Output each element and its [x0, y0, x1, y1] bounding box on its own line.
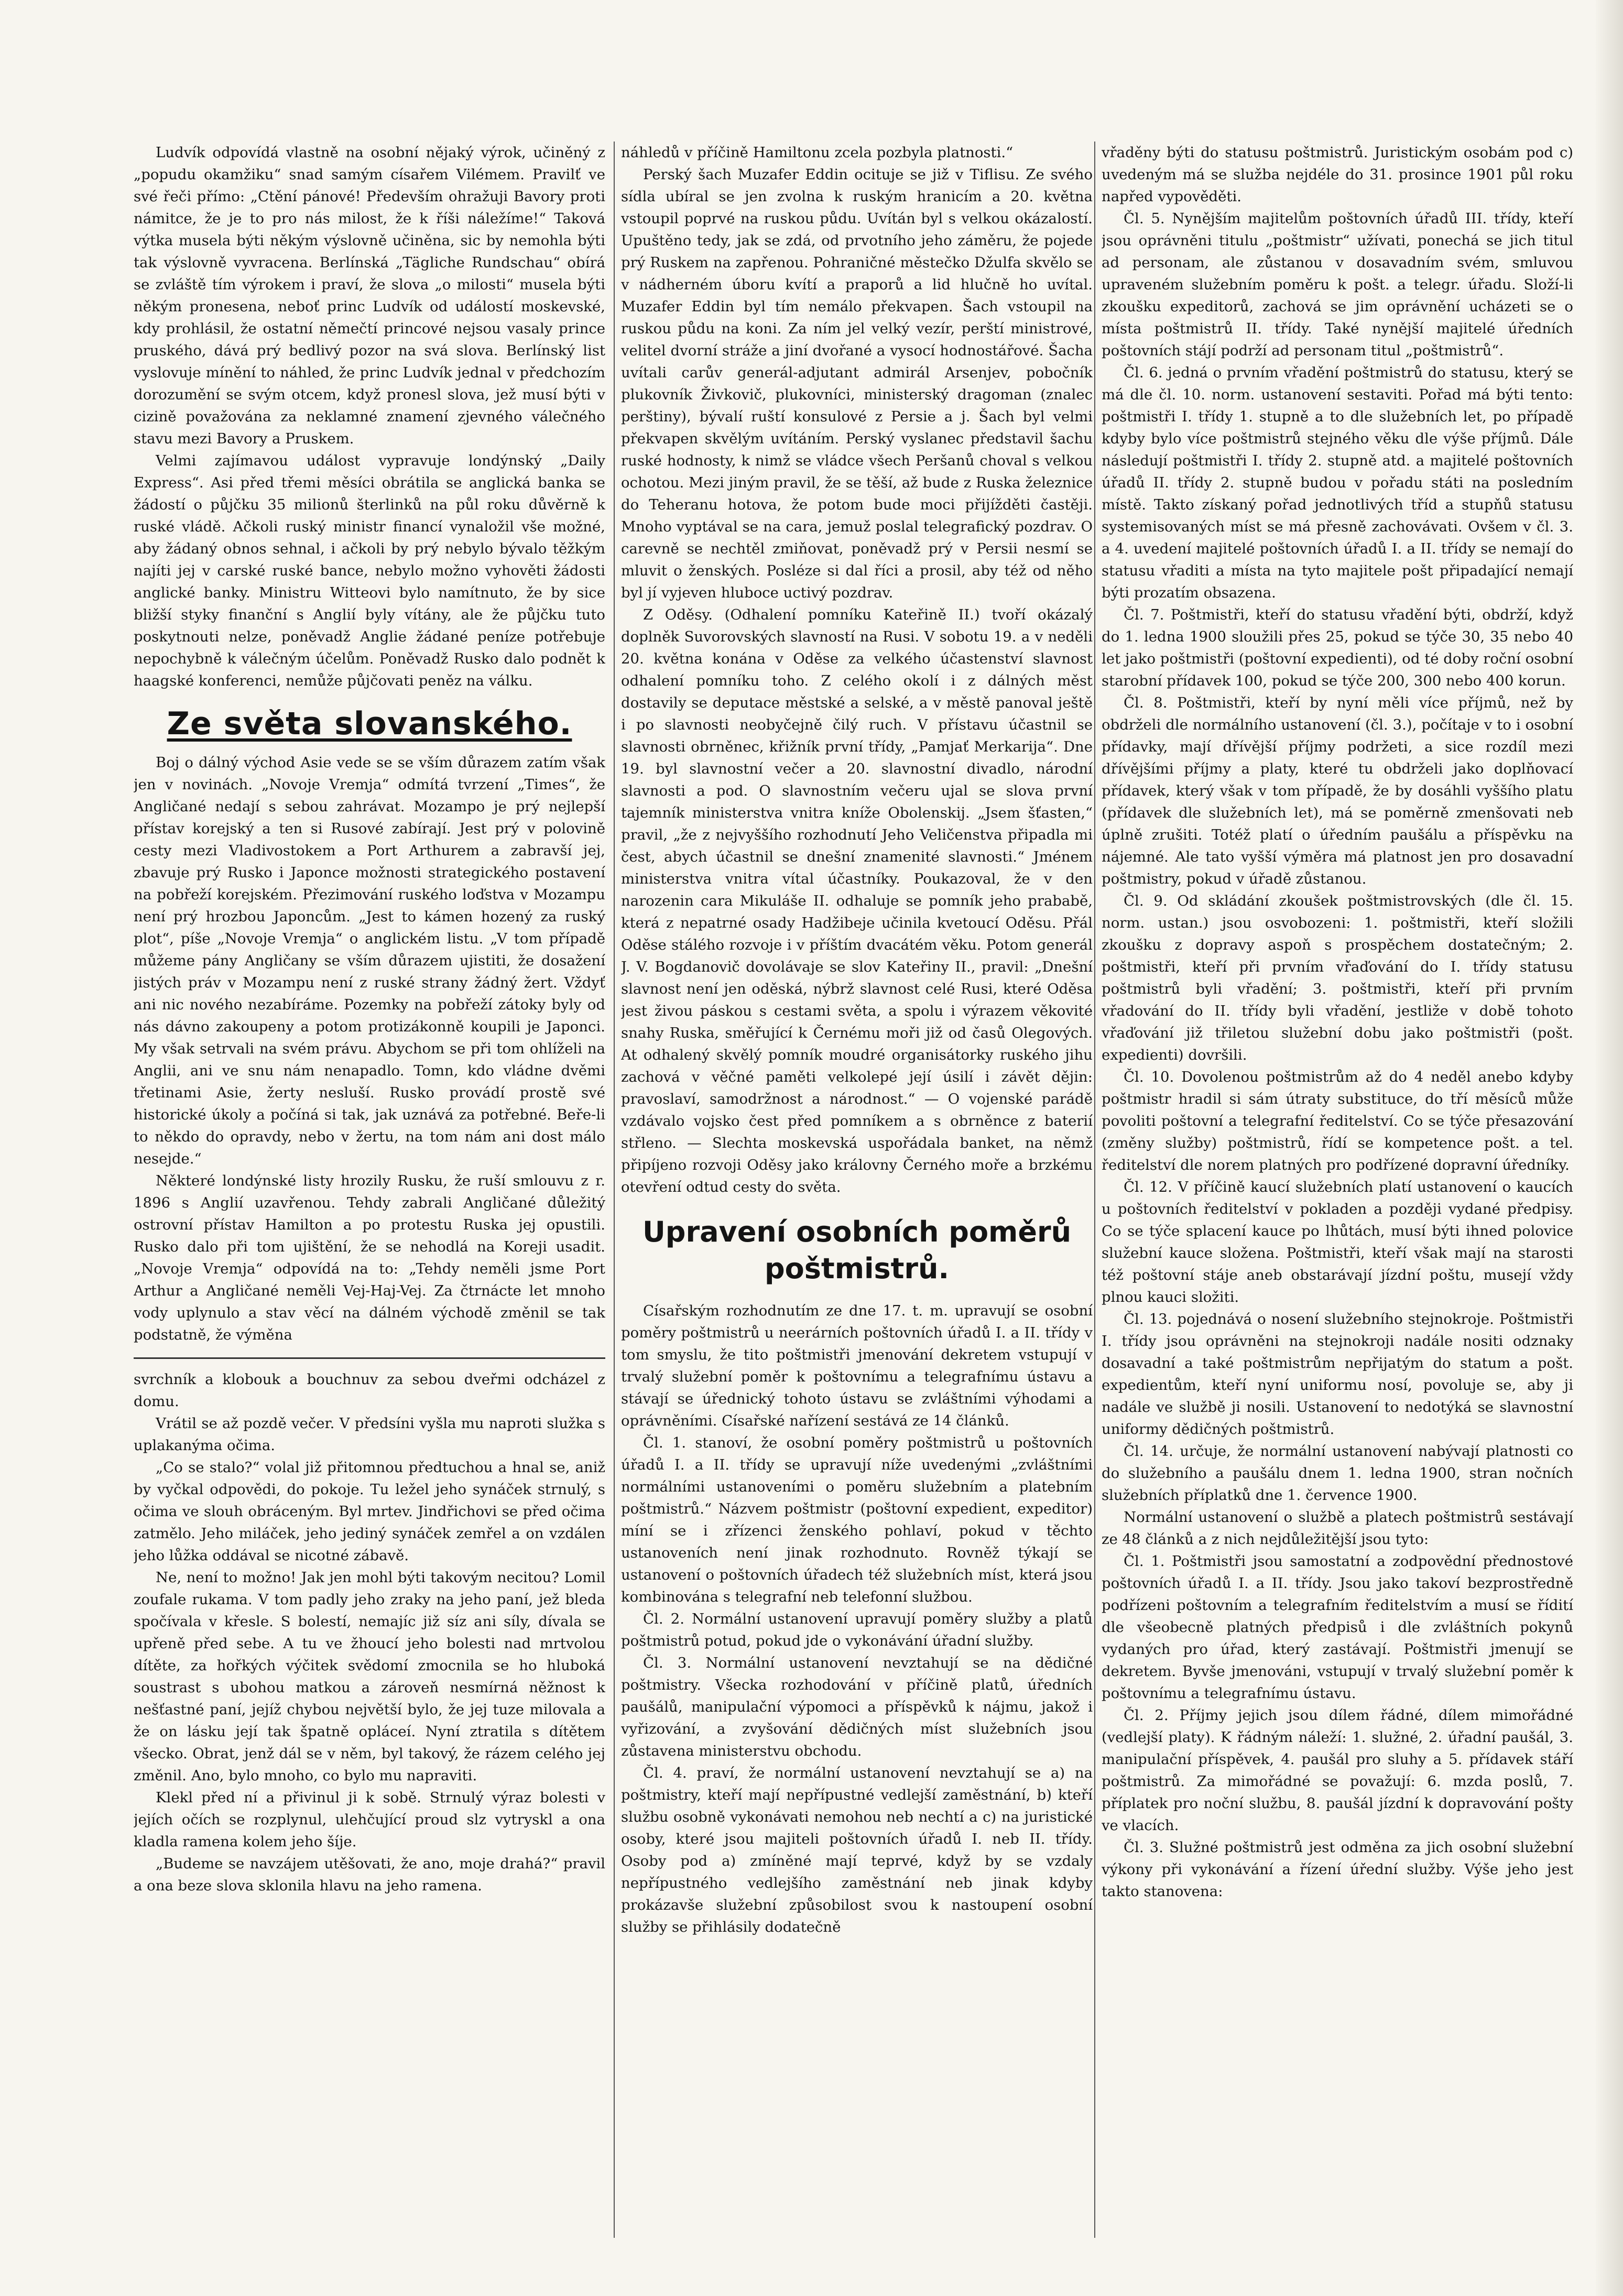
column-left [134, 142, 605, 2238]
article-paragraph: Císařským rozhodnutím ze dne 17. t. m. upravují se osobní poměry poštmistrů u neerárních poštovních úřadů I. a II. třídy v tom smyslu, že tito poštmistři jmenování dekretem vstupují v trvalý služební poměr k poštovnímu a telegrafnímu ústavu a stávají se úřednický tohoto ústavu se zvláštními výhodami a oprávněními. Císařské nařízení sestává ze 14 článků. [621, 1302, 1093, 1429]
article-paragraph: Z Oděsy. (Odhalení pomníku Kateřině II.) tvoří okázalý doplněk Suvorovských slavností na Rusi. V sobotu 19. a v neděli 20. května konána v Oděse za velkého účastenství slavnost odhalení pomníku toho. Z celého okolí i z dálných měst dostavily se deputace městské a selské, a v městě panoval ještě i po slavnosti neobyčejně čilý ruch. V přístavu účastnil se slavnosti obrněnec, křižník první třídy, „Pamjať Merkarija“. Dne 19. byl slavnostní večer a 20. slavnostní divadlo, národní slavnosti a pod. O slavnostním večeru ujal se slova první tajemník ministerstva vnitra kníže Obolenskij. „Jsem šťasten,“ pravil, „že z nejvyššího rozhodnutí Jeho Veličenstva připadla mi čest, abych účastnil se dnešní znamenité slavnosti.“ Jménem ministerstva vnitra vítal účastníky. Poukazoval, že v den narozenin cara Mikuláše II. odhaluje se pomník jeho prababě, která z nepatrné osady Hadžibeje učinila kvetoucí Oděsu. Přál Oděse stálého rozvoje i v příštím dvacátém věku. Potom generál J. V. Bogdanovič dovolávaje se slov Kateřiny II., pravil: „Dnešní slavnost není jen oděská, nýbrž slavnost celé Rusi, které Oděsa jest živou páskou s cestami světa, a spolu i výrazem věkovité snahy Ruska, směřující k Černému moři již od časů Olegových. At odhalený skvělý pomník moudré organisátorky ruského jihu zachová v věčné paměti velkolepé její úsilí i závět dějin: pravoslaví, samodržnost a národnost.“ — O vojenské parádě vzdávalo vojsko čest před pomníkem a s obrněnce z baterií střleno. — Slechta moskevská uspořádala banket, na němž připíjeno rozvoji Oděsy jako královny Černého moře a brzkému otevření odtud cesty do světa. [621, 606, 1093, 1195]
article-paragraph: Čl. 6. jedná o prvním vřadění poštmistrů do statusu, který se má dle čl. 10. norm. ustanovení sestaviti. Pořad má býti tento: poštmistři I. třídy 1. stupně a to dle služebních let, po případě kdyby bylo více poštmistrů stejného věku dle výše příjmů. Dále následují poštmistři I. třídy 2. stupně atd. a majitelé poštovních úřadů II. třídy 2. stupně budou v pořadu státi na posledním místě. Takto získaný pořad jednotlivých tříd a stupňů statusu systemisovaných míst se má přesně zachovávati. Ovšem v čl. 3. a 4. uvedení majitelé poštovních úřadů I. a II. třídy se nemají do statusu vřaditi a místa na tyto majitele pošt připadající nemají býti prozatím obsazena. [1102, 364, 1573, 601]
article-paragraph: Velmi zajímavou událost vypravuje londýnský „Daily Express“. Asi před třemi měsíci obrátila se anglická banka se žádostí o půjčku 35 milionů šterlinků na půl roku důvěrně k ruské vládě. Ačkoli ruský ministr financí vynaložil vše možné, aby žádaný obnos sehnal, i ačkoli by prý nebylo bývalo těžkým najíti jej v carské ruské bance, nebylo možno vyhověti žádosti anglické banky. Ministru Witteovi bylo namítnuto, že by sice bližší styky finanční s Anglií byly vítány, ale že půjčku tuto poskytnouti nelze, poněvadž Anglie žádané peníze potřebuje nepochybně k válečným účelům. Poněvadž Rusko dalo podnět k haagské konferenci, nemůže půjčovati peněz na válku. [134, 452, 605, 689]
column-rule [1094, 142, 1095, 2238]
article-paragraph: Čl. 2. Příjmy jejich jsou dílem řádné, dílem mimořádné (vedlejší platy). K řádným náleží: 1. služné, 2. úřadní paušál, 3. manipulační příspěvek, 4. paušál pro sluhy a 5. přídavek stáří poštmistrů. Za mimořádné se považují: 6. mzda poslů, 7. příplatek pro noční službu, 8. paušál jízdní k dopravování pošty ve vlacích. [1102, 1707, 1573, 1834]
article-paragraph: Čl. 7. Poštmistři, kteří do statusu vřadění býti, obdrží, když do 1. ledna 1900 sloužili přes 25, pokud se týče 30, 35 nebo 40 let jako poštmistři (poštovní expedienti), od té doby roční osobní starobní přídavek 100, pokud se týče 200, 300 nebo 400 korun. [1102, 606, 1573, 689]
article-paragraph: svrchník a klobouk a bouchnuv za sebou dveřmi odcházel z domu. [134, 1371, 605, 1410]
article-paragraph: Čl. 2. Normální ustanovení upravují poměry služby a platů poštmistrů potud, pokud jde o vykonávání úřadní služby. [621, 1611, 1093, 1649]
article-paragraph: „Co se stalo?“ volal již přitomnou předtuchou a hnal se, aniž by vyčkal odpovědi, do pokoje. Tu ležel jeho synáček strnulý, s očima ve slouh obráceným. Byl mrtev. Jindřichovi se před očima zatmělo. Jeho miláček, jeho jediný synáček zemřel a on vzdálen jeho lůžka oddával se nicotné zábavě. [134, 1459, 605, 1564]
article-paragraph: Normální ustanovení o službě a platech poštmistrů sestávají ze 48 článků a z nich nejdůležitější jsou tyto: [1102, 1509, 1573, 1548]
article-paragraph: Některé londýnské listy hrozily Rusku, že ruší smlouvu z r. 1896 s Anglií uzavřenou. Tehdy zabrali Angličané důležitý ostrovní přístav Hamilton a po protestu Ruska jej opustili. Rusko dalo při tom ujištění, že se nehodlá na Koreji usadit. „Novoje Vremja“ odpovídá na to: „Tehdy neměli jsme Port Arthur a Angličané neměli Vej-Haj-Vej. Za čtrnácte let mnoho vody uplynulo a stav věcí na dálném východě změnil se tak podstatně, že výměna [134, 1172, 605, 1343]
article-paragraph: Klekl před ní a přivinul ji k sobě. Strnulý výraz bolesti v jejích očích se rozplynul, ulehčující proud slz vytryskl a ona kladla ramena kolem jeho šíje. [134, 1789, 605, 1850]
article-paragraph: Ludvík odpovídá vlastně na osobní nějaký výrok, učiněný z „popudu okamžiku“ snad samým císařem Vilémem. Pravilť ve své řeči přímo: „Ctění pánové! Především ohražuji Bavory proti námitce, že je to pro nás milost, že k říši náležíme!“ Taková výtka musela býti někým výslovně učiněna, sic by nemohla býti tak výslovně vyvracena. Berlínská „Tägliche Rundschau“ obírá se zvláště tím výrokem i praví, že slova „o milosti“ musela býti někým pronesena, neboť princ Ludvík od událostí moskevské, kdy prohlásil, že ostatní němečtí princové nejsou vasaly prince pruského, dává prý bedlivý pozor na svá slova. Berlínský list vyslovuje mínění to náhled, že princ Ludvík jednal v předchozím dorozumění se svým otcem, když pronesl slova, jež musí býti v cizině považována za neklamné znamení zjevného válečného stavu mezi Bavory a Pruskem. [134, 144, 605, 447]
article-paragraph: Vrátil se až pozdě večer. V předsíni vyšla mu naproti služka s uplakanýma očima. [134, 1415, 605, 1454]
column-middle [621, 142, 1093, 2238]
article-paragraph: Čl. 13. pojednává o nosení služebního stejnokroje. Poštmistři I. třídy jsou oprávněni na stejnokroji nadále nositi odznaky dosavadní a také poštmistrům nepřijatým do statum a pošt. expedientům, kteří nyní uniformu nosí, povoluje se, aby ji nadále ve službě ji nosili. Ustanovení to nedotýká se slavnostní uniformy dědičných poštmistrů. [1102, 1311, 1573, 1438]
article-paragraph: Čl. 1. Poštmistři jsou samostatní a zodpovědní přednostové poštovních úřadů I. a II. třídy. Jsou jako takoví bezprostředně podřízeni poštovním a telegrafním ředitelstvím a musí se řídití dle všeobecně platných předpisů i dle zvláštních pokynů vydaných pro úřad, který zastávají. Poštmistři jmenují se dekretem. Byvše jmenováni, vstupují v trvalý služební poměr k poštovnímu a telegrafnímu ústavu. [1102, 1553, 1573, 1702]
column-rule [614, 142, 615, 2238]
article-paragraph: vřaděny býti do statusu poštmistrů. Juristickým osobám pod c) uvedeným má se služba nejdéle do 31. prosince 1901 půl roku napřed vypověděti. [1102, 144, 1573, 205]
article-paragraph: Perský šach Muzafer Eddin ocituje se již v Tiflisu. Ze svého sídla ubíral se jen zvolna k ruským hranicím a 20. května vstoupil poprvé na ruskou půdu. Uvítán byl s velkou okázalostí. Upuštěno tedy, jak se zdá, od prvotního jeho záměru, že pojede prý Ruskem na zapřenou. Pohraničné městečko Džulfa skvělo se v nádherném úboru kvítí a praporů a lid hlučně ho uvítal. Muzafer Eddin byl tím nemálo překvapen. Šach vstoupil na ruskou půdu na koni. Za ním jel velký vezír, perští ministrové, velitel dvorní stráže a jiní dvořané a vysocí hodnostářové. Šacha uvítali carův generál-adjutant admirál Arsenjev, pobočník plukovník Živkovič, plukovníci, ministerský dragoman (znalec perštiny), bývalí ruští konsulové z Persie a j. Šach byl velmi překvapen skvělým uvítáním. Perský vyslanec představil šachu ruské hodnosty, k nimž se vládce všech Peršanů choval s velkou ochotou. Mezi jiným pravil, že se těší, až bude z Ruska železnice do Teheranu hotova, že potom bude moci přijížděti častěji. Mnoho vyptával se na cara, jemuž poslal telegrafický pozdrav. O carevně se nechtěl zmiňovat, poněvadž prý v Persii nesmí se mluvit o ženských. Posléze si dal říci a prosil, aby též od něho byl jí vyjeven hluboce uctivý pozdrav. [621, 166, 1093, 601]
article-paragraph: Čl. 1. stanoví, že osobní poměry poštmistrů u poštovních úřadů I. a II. třídy se upravují níže uvedenými „zvláštními normálními ustanoveními o poměru služebním a platebním poštmistrů.“ Názvem poštmistr (poštovní expedient, expeditor) míní se i zřízenci ženského pohlaví, pokud v těchto ustanoveních není jinak rozhodnuto. Rovněž týkají se ustanovení o poštovních úřadech též služebních míst, která jsou kombinována s telegrafní neb telefonní službou. [621, 1434, 1093, 1605]
article-paragraph: Ne, není to možno! Jak jen mohl býti takovým necitou? Lomil zoufale rukama. V tom padly jeho zraky na jeho paní, jež bleda spočívala v křesle. S bolestí, nemajíc již síz ani síly, dívala se upřeně před sebe. A tu ve žhoucí jeho bolesti nad mrtvolou dítěte, za hořkých výčitek svědomí zmocnila se ho hluboká soustrast s ubohou matkou a zároveň nesmírná něžnost k nešťastné paní, jejíž chybou největší bylo, že jej tuze milovala a že on lásku její tak špatně opláceí. Nyní ztratila s dítětem všecko. Obrat, jenž dál se v něm, byl takový, že rázem celého jej změnil. Ano, bylo mnoho, co bylo mu napraviti. [134, 1569, 605, 1784]
article-paragraph: Čl. 8. Poštmistři, kteří by nyní měli více příjmů, než by obdrželi dle normálního ustanovení (čl. 3.), počítaje v to i osobní přídavky, mají dřívější příjmy podržeti, a sice rozdíl mezi dřívějšími příjmy a platy, které tu obdrželi jako doplňovací přídavek, který však v tom případě, že by dosáhli vyššího platu (přídavek dle služebních let), má se poměrně zmenšovati neb úplně zrušiti. Totéž platí o úředním paušálu a příspěvku na nájemné. Ale tato vyšší výměra má platnost jen pro dosavadní poštmistry, pokud v úřadě zůstanou. [1102, 694, 1573, 887]
section-divider [134, 1357, 605, 1359]
article-paragraph: náhledů v příčině Hamiltonu zcela pozbyla platnosti.“ [621, 144, 1014, 161]
article-paragraph: Čl. 4. praví, že normální ustanovení nevztahují se a) na poštmistry, kteří mají nepřípustné vedlejší zaměstnání, b) kteří službu osobně vykonávati nemohou neb nechtí a c) na juristické osoby, které jsou majiteli poštovních úřadů I. neb II. třídy. Osoby pod a) zmíněné mají teprvé, když by se vzdaly nepřípustného vedlejšího zaměstnání neb jinak kdyby prokázavše služební způsobilost svou k nastoupení osobní služby se přihlásily dodatečně [621, 1765, 1093, 1935]
page-edge [1596, 0, 1623, 2296]
article-paragraph: Čl. 14. určuje, že normální ustanovení nabývají platnosti co do služebního a paušálu dnem 1. ledna 1900, stran nočních služebních příplatků dne 1. července 1900. [1102, 1443, 1573, 1504]
article-paragraph: Čl. 9. Od skládání zkoušek poštmistrovských (dle čl. 15. norm. ustan.) jsou osvobozeni: 1. poštmistři, kteří složili zkoušku z dopravy aspoň s prospěchem dostatečným; 2. poštmistři, kteří při prvním vřaďování do I. třídy statusu poštmistrů byli vřadění; 3. poštmistři, kteří při prvním vřadování do II. třídy byli vřadění, jestliže v době tohoto vřaďování již třiletou služební dobu jako poštmistři (pošt. expedienti) dovršili. [1102, 893, 1573, 1063]
column-right [1102, 142, 1573, 2238]
article-paragraph: „Budeme se navzájem utěšovati, že ano, moje drahá?“ pravil a ona beze slova sklonila hlavu na jeho ramena. [134, 1855, 605, 1894]
article-paragraph: Čl. 10. Dovolenou poštmistrům až do 4 neděl anebo kdyby poštmistr hradil si sám útraty substituce, do tří měsíců může povoliti poštovní a telegrafní ředitelství. Co se týče přesazování (změny služby) poštmistrů, řídí se kompetence pošt. a tel. ředitelství dle norem platných pro podřízené dopravní úředníky. [1102, 1069, 1573, 1173]
article-paragraph: Boj o dálný východ Asie vede se se vším důrazem zatím však jen v novinách. „Novoje Vremja“ odmítá tvrzení „Times“, že Angličané nedají s sebou zahrávat. Mozampo je prý nejlepší přístav korejský a ten si Rusové zabírají. Jest prý v polovině cesty mezi Vladivostokem a Port Arthurem a zabravší jej, zbavuje prý Rusko i Japonce možnosti strategického postavení na pobřeží korejském. Přezimování ruského loďstva v Mozampu není prý hrozbou Japoncům. „Jest to kámen hozený za ruský plot“, píše „Novoje Vremja“ o anglickém listu. „V tom případě můžeme pány Angličany se vším důrazem ujistiti, že dosažení jistých práv v Mozampu není z ruské strany žádný žert. Vždyť ani nic nového nezabíráme. Pozemky na pobřeží zátoky byly od nás dávno zakoupeny a potom protizákonně koupili je Japonci. My však setrvali na svém právu. Abychom se při tom ohlíželi na Anglii, ani ve snu nám nenapadlo. Tomn, kdo vládne dvěmi třetinami Asie, žerty nesluší. Rusko provádí prostě své historické úkoly a počíná si tak, jak uznává za potřebné. Beře-li to někdo do opravdy, nebo v žertu, na tom nám ani dost málo nesejde.“ [134, 754, 605, 1167]
article-paragraph: Čl. 5. Nynějším majitelům poštovních úřadů III. třídy, kteří jsou oprávněni titulu „poštmistr“ užívati, ponechá se jich titul ad personam, ale zůstanou v dosavadním svém, smluvou upraveném služebním poměru k pošt. a telegr. úřadu. Složí-li zkoušku expeditorů, zachová se jim oprávnění ucházeti se o místa poštmistrů II. třídy. Také nynější majitelé úředních poštovních stájí podrží ad personam titul „poštmistrů“. [1102, 210, 1573, 359]
article-paragraph: Čl. 12. V příčině kaucí služebních platí ustanovení o kaucích u poštovních ředitelství v pokladen a později vydané předpisy. Co se týče splacení kauce po lhůtách, musí býti ihned polovice služební kauce složena. Poštmistři, kteří však mají na starosti též poštovní stáje aneb obstarávají jízdní poštu, musejí vždy plnou kauci složiti. [1102, 1179, 1573, 1305]
article-paragraph: Čl. 3. Normální ustanovení nevztahují se na dědičné poštmistry. Všecka rozhodování v příčině platů, úředních paušálů, manipulační výpomoci a příspěvků k nájmu, jakož i vyřizování, a zvyšování dědičných míst služebních jsou zůstavena ministerstvu obchodu. [621, 1655, 1093, 1759]
section-heading: Ze světa slovanského. [167, 705, 572, 742]
article-heading: Upravení osobních poměrů poštmistrů. [642, 1215, 1072, 1285]
article-paragraph: Čl. 3. Služné poštmistrů jest odměna za jich osobní služební výkony při vykonávání a řízení úřední služby. Výše jeho jest takto stanovena: [1102, 1839, 1573, 1900]
